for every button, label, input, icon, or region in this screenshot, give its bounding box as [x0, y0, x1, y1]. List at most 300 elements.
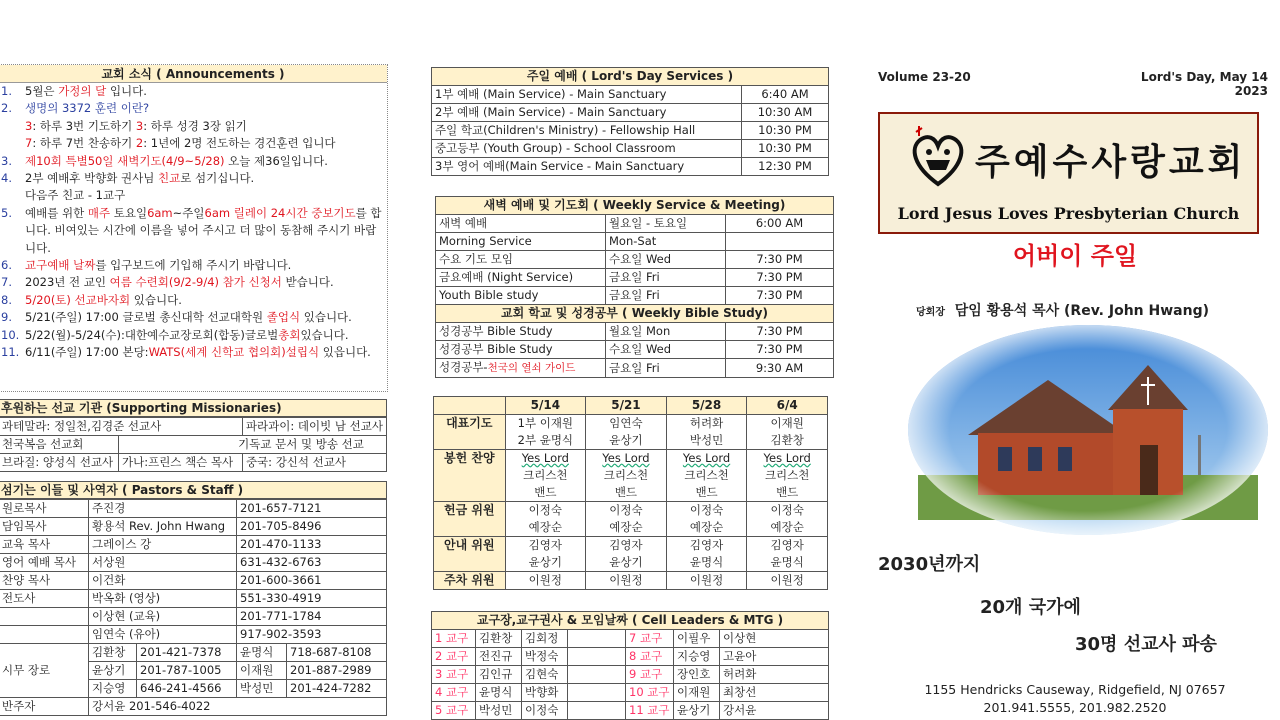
announcement-text: 5/20(토) 선교바자회: [25, 292, 131, 307]
duty-name: 밴드: [534, 485, 557, 499]
announcement-text: 로 섬기십니다.: [180, 171, 255, 186]
weekly-day: 금요일 Fri: [606, 269, 726, 287]
duty-name: Yes Lord: [763, 451, 811, 465]
staff-name: 이건화: [89, 572, 237, 590]
cell-leader: 윤명식: [476, 684, 522, 702]
staff-title: 섬기는 이들 및 사역자 ( Pastors & Staff ): [0, 481, 387, 499]
item-number: 6.: [1, 258, 12, 273]
announcement-text: 다음주 친교 - 1교구: [25, 188, 126, 203]
missionary-cell: 천국복음 선교회: [0, 436, 119, 454]
volume-label: Volume 23-20: [878, 70, 971, 84]
church-name-english: Lord Jesus Loves Presbyterian Church: [897, 204, 1240, 223]
announcement-text: : 하루 3번 기도하기: [32, 118, 136, 133]
duty-name: 임연숙: [609, 416, 643, 430]
duty-name: 이원정: [770, 573, 804, 587]
announcement-item: [0, 118, 387, 135]
announcement-text: 6/11(주일) 17:00 본당:: [25, 345, 149, 360]
cell-group: 8 교구: [626, 648, 674, 666]
staff-name: 그레이스 강: [89, 536, 237, 554]
staff-name: 임연숙 (유아): [89, 626, 237, 644]
cell-spacer: [568, 666, 626, 684]
duty-cell: [586, 537, 667, 572]
cell-leader: 지승영: [674, 648, 720, 666]
duty-date: 6/4: [747, 397, 828, 415]
church-name-korean: 주예수사랑교회: [975, 141, 1247, 183]
cell-spacer: [568, 648, 626, 666]
staff-phone: 201-771-1784: [237, 608, 387, 626]
duty-header-row: [434, 397, 828, 415]
cell-row: [432, 702, 829, 720]
staff-row: [0, 698, 387, 716]
duty-row: [434, 572, 828, 590]
elder-name: 이재원: [237, 662, 287, 680]
duty-name: 이재원: [770, 416, 804, 430]
duty-name: 윤명식: [689, 555, 724, 569]
study-row: [436, 323, 834, 341]
announcement-text: 7: [25, 136, 33, 151]
service-time: 6:40 AM: [742, 86, 829, 104]
duty-cell: [586, 450, 667, 502]
duty-date: 5/14: [505, 397, 586, 415]
service-name: 2부 예배 (Main Service) - Main Sanctuary: [432, 104, 742, 122]
cell-kwonsa: 허려화: [720, 666, 829, 684]
announcement-item: [0, 135, 387, 152]
cell-group: 2 교구: [432, 648, 476, 666]
duty-cell: [586, 502, 667, 537]
weekly-name: 새벽 예배: [436, 215, 606, 233]
announcement-text: 를 입구보드에 기입해 주시기 바랍니다.: [95, 258, 292, 273]
duty-name: 이정숙: [770, 503, 804, 517]
weekly-row: [436, 251, 834, 269]
duty-cell: [666, 572, 747, 590]
announcement-item: [0, 187, 387, 204]
announcement-text: 3: [25, 118, 33, 133]
duty-name: Yes Lord: [521, 451, 569, 465]
duty-name: 이원정: [609, 573, 643, 587]
duty-name: 김환창: [770, 433, 804, 447]
services-table: [431, 67, 829, 176]
cell-row: [432, 648, 829, 666]
cell-leader: 박성민: [476, 702, 522, 720]
announcement-text: 교구예배 날짜: [25, 258, 96, 273]
pastor-prefix: 당회장: [916, 307, 945, 318]
duty-cell: [505, 502, 586, 537]
staff-role: 시무 장로: [0, 644, 89, 698]
announcement-item: [0, 309, 387, 326]
duty-cell: [666, 415, 747, 450]
cell-kwonsa: 박향화: [522, 684, 568, 702]
cell-leader: 이재원: [674, 684, 720, 702]
staff-name: 이상현 (교육): [89, 608, 237, 626]
service-row: [432, 158, 829, 176]
study-title: 교회 학교 및 성경공부 ( Weekly Bible Study): [436, 305, 834, 323]
study-time: 7:30 PM: [726, 323, 834, 341]
staff-phone: 551-330-4919: [237, 590, 387, 608]
study-name: [436, 341, 606, 359]
duty-date: 5/28: [666, 397, 747, 415]
staff-row: [0, 500, 387, 518]
announcement-text: 5/22(월)-5/24(수):대한예수교장로회(합동)글로벌: [25, 327, 279, 342]
item-number: 3.: [1, 153, 12, 168]
study-day: 금요일 Fri: [606, 359, 726, 378]
announcement-text: 있습니다.: [130, 292, 182, 307]
cell-kwonsa: 최창선: [720, 684, 829, 702]
missionaries-panel: [0, 399, 387, 472]
cells-title: 교구장,교구권사 & 모임날짜 ( Cell Leaders & MTG ): [432, 612, 829, 630]
staff-row: [0, 554, 387, 572]
duty-name: Yes Lord: [602, 451, 650, 465]
announcement-text: 제10회 특별50일 새벽기도(4/9~5/28): [25, 153, 225, 168]
announcement-text: 입니다.: [106, 84, 147, 98]
cell-kwonsa: 김현숙: [522, 666, 568, 684]
staff-phone: 201-705-8496: [237, 518, 387, 536]
announcement-text: 여름 수련회(9/2-9/4) 참가 신청서: [109, 275, 282, 290]
announcement-text: 총회: [278, 327, 301, 342]
announcement-text: 오늘 제36일입니다.: [224, 153, 328, 168]
announcement-text: 6am 릴레이 24시간 중보기도: [204, 205, 356, 220]
elder-phone: 646-241-4566: [137, 680, 237, 698]
weekly-table: [435, 196, 834, 378]
item-number: 2.: [1, 101, 12, 116]
cell-leader: 장인호: [674, 666, 720, 684]
duty-cell: [666, 537, 747, 572]
item-number: 8.: [1, 292, 12, 307]
item-number: 7.: [1, 275, 12, 290]
weekly-name: 금요예배 (Night Service): [436, 269, 606, 287]
announcement-text: 5/21(주일) 17:00 글로벌 총신대학 선교대학원: [25, 310, 267, 325]
staff-name: 강서윤 201-546-4022: [89, 698, 387, 716]
study-label: 성경공부 Bible Study: [439, 324, 553, 338]
duty-name: Yes Lord: [682, 451, 731, 465]
missionary-cell: 브라질: 양성식 선교사: [0, 454, 119, 472]
duty-name: 크리스천: [684, 468, 729, 482]
elder-name: 김환창: [89, 644, 137, 662]
cell-group: 5 교구: [432, 702, 476, 720]
staff-phone: 201-657-7121: [237, 500, 387, 518]
elder-phone: 201-424-7282: [287, 680, 387, 698]
cell-kwonsa: 강서윤: [720, 702, 829, 720]
duty-name: 박성민: [689, 433, 724, 447]
church-logo-banner: [878, 112, 1259, 234]
staff-role: 원로목사: [0, 500, 89, 518]
weekly-name: Morning Service: [436, 233, 606, 251]
duty-cell: [747, 415, 828, 450]
study-name: [436, 323, 606, 341]
missionaries-title: 후원하는 선교 기관 (Supporting Missionaries): [0, 399, 387, 417]
cell-group: 11 교구: [626, 702, 674, 720]
announcement-text: 5월은: [25, 84, 59, 98]
weekly-name: Youth Bible study: [436, 287, 606, 305]
duty-name: 밴드: [695, 485, 718, 499]
announcement-text: 가정의 달: [58, 84, 107, 98]
cell-group: 1 교구: [432, 630, 476, 648]
cell-kwonsa: 박정숙: [522, 648, 568, 666]
duty-label: 헌금 위원: [434, 502, 506, 537]
cell-leader: 이필우: [674, 630, 720, 648]
duty-row: [434, 502, 828, 537]
staff-name: 박옥화 (영상): [89, 590, 237, 608]
duty-name: 예장순: [770, 520, 804, 534]
duty-cell: [747, 450, 828, 502]
announcement-text: WATS(세계 신학교 협의회)설립식: [148, 345, 320, 360]
duty-corner: [434, 397, 506, 415]
item-number: 9.: [1, 310, 12, 325]
weekly-panel: [435, 196, 834, 378]
announcement-text: ~주일: [172, 205, 205, 220]
cell-row: [432, 630, 829, 648]
duty-cell: [747, 502, 828, 537]
item-number: 10.: [1, 327, 20, 342]
duty-name: 윤상기: [528, 555, 562, 569]
staff-role: 영어 예배 목사: [0, 554, 89, 572]
date-label: Lord's Day, May 14 2023: [1140, 70, 1268, 98]
study-time: 7:30 PM: [726, 341, 834, 359]
duty-name: 김영자: [528, 538, 562, 552]
duty-name: 예장순: [528, 520, 562, 534]
duty-name: 밴드: [614, 485, 638, 499]
duty-name: 1부 이재원: [517, 416, 574, 430]
staff-role: 교육 목사: [0, 536, 89, 554]
announcement-text: 생명의 3372 훈련 이란?: [25, 101, 150, 116]
staff-name: 황용석 Rev. John Hwang: [89, 518, 237, 536]
announcement-text: 있습니다.: [300, 310, 352, 325]
service-row: [432, 122, 829, 140]
cell-leader: 김환창: [476, 630, 522, 648]
duty-name: 2부 윤명식: [517, 433, 574, 447]
service-row: [432, 86, 829, 104]
announcement-text: 친교: [158, 171, 181, 186]
cell-leader: 전진규: [476, 648, 522, 666]
announcement-item: [0, 83, 387, 100]
cell-group: 3 교구: [432, 666, 476, 684]
cell-group: 10 교구: [626, 684, 674, 702]
announcement-item: [0, 344, 387, 361]
service-row: [432, 104, 829, 122]
announcement-text: 예배를 위한: [25, 205, 88, 220]
church-address: 1155 Hendricks Causeway, Ridgefield, NJ 07657: [924, 682, 1226, 697]
duty-name: 김영자: [689, 538, 724, 552]
study-label: 성경공부 Bible Study: [439, 342, 553, 356]
duty-name: 이원정: [528, 573, 562, 587]
cell-group: 4 교구: [432, 684, 476, 702]
staff-name: 주진경: [89, 500, 237, 518]
announcement-text: 받습니다.: [281, 275, 334, 290]
staff-role: 담임목사: [0, 518, 89, 536]
staff-panel: [0, 481, 387, 716]
missionaries-table: [0, 417, 387, 472]
elder-phone: 718-687-8108: [287, 644, 387, 662]
weekly-row: [436, 269, 834, 287]
cell-row: [432, 666, 829, 684]
announcements-title: 교회 소식 ( Announcements ): [0, 65, 387, 83]
duty-label: 주차 위원: [434, 572, 506, 590]
duty-label: 대표기도: [434, 415, 506, 450]
duty-table: [433, 396, 828, 590]
cell-leader: 윤상기: [674, 702, 720, 720]
bulletin-cover: [870, 0, 1280, 720]
duty-name: 이정숙: [689, 503, 724, 517]
service-name: 3부 영어 예배(Main Service - Main Sanctuary: [432, 158, 742, 176]
cell-leader: 김인규: [476, 666, 522, 684]
cell-spacer: [568, 684, 626, 702]
weekly-day: Mon-Sat: [606, 233, 726, 251]
item-number: 1.: [1, 84, 12, 98]
study-row: [436, 359, 834, 378]
missionary-cell: 중국: 강신석 선교사: [242, 454, 386, 472]
pastor-line: [916, 300, 1209, 320]
study-row: [436, 341, 834, 359]
elder-name: 지승영: [89, 680, 137, 698]
study-guide: 천국의 열쇠 가이드: [487, 362, 576, 374]
heart-logo-icon: [908, 124, 968, 190]
elder-name: 박성민: [237, 680, 287, 698]
announcement-item: [0, 292, 387, 309]
announcement-item: [0, 205, 387, 257]
service-name: 주일 학교(Children's Ministry) - Fellowship Hall: [432, 122, 742, 140]
staff-row: [0, 608, 387, 626]
staff-role: [0, 608, 89, 626]
duty-cell: [666, 502, 747, 537]
missionary-cell: 과테말라: 정일천,김경준 선교사: [0, 418, 242, 436]
service-time: 10:30 PM: [742, 122, 829, 140]
announcement-item: [0, 100, 387, 117]
cell-kwonsa: 이상현: [720, 630, 829, 648]
staff-role: 찬양 목사: [0, 572, 89, 590]
service-time: 12:30 PM: [742, 158, 829, 176]
duty-cell: [505, 450, 586, 502]
service-name: 중고등부 (Youth Group) - School Classroom: [432, 140, 742, 158]
duty-name: 예장순: [689, 520, 724, 534]
staff-row: [0, 518, 387, 536]
pastor-name: 담임 황용석 목사 (Rev. John Hwang): [954, 303, 1209, 319]
duty-name: 크리스천: [603, 468, 649, 482]
duty-row: [434, 450, 828, 502]
announcement-text: 를 합니다. 비여있는 시간에 이름을 넣어 주시고 더 많이 동참해 주시기 바랍니다.: [25, 205, 382, 255]
missionary-cell: 기독교 문서 및 방송 선교: [119, 436, 387, 454]
announcement-item: [0, 170, 387, 187]
weekly-title: 새벽 예배 및 기도회 ( Weekly Service & Meeting): [436, 197, 834, 215]
study-name: [436, 359, 606, 378]
weekly-day: 금요일 Fri: [606, 287, 726, 305]
announcement-text: 토요일: [110, 205, 148, 220]
announcement-text: 2부 예배후 박향화 권사님: [25, 171, 159, 186]
study-day: 수요일 Wed: [606, 341, 726, 359]
duty-name: 밴드: [776, 485, 799, 499]
weekly-time: [726, 233, 834, 251]
staff-row: [0, 572, 387, 590]
services-title: 주일 예배 ( Lord's Day Services ): [432, 68, 829, 86]
duty-cell: [747, 572, 828, 590]
duty-name: 이정숙: [609, 503, 643, 517]
duty-name: 김영자: [770, 538, 804, 552]
duty-cell: [747, 537, 828, 572]
announcement-text: 있습니다.: [300, 327, 349, 342]
duty-cell: [505, 415, 586, 450]
weekly-time: 7:30 PM: [726, 269, 834, 287]
elder-phone: 201-421-7378: [137, 644, 237, 662]
announcement-item: [0, 257, 387, 274]
weekly-day: 수요일 Wed: [606, 251, 726, 269]
service-time: 10:30 AM: [742, 104, 829, 122]
staff-role: [0, 626, 89, 644]
announcements-panel: [0, 64, 388, 392]
announcement-text: : 1년에 2명 전도하는 경건훈련 입니다: [143, 136, 336, 151]
study-day: 월요일 Mon: [606, 323, 726, 341]
service-name: 1부 예배 (Main Service) - Main Sanctuary: [432, 86, 742, 104]
duty-cell: [666, 450, 747, 502]
duty-row: [434, 537, 828, 572]
sunday-theme: 어버이 주일: [1012, 242, 1138, 270]
cells-table: [431, 611, 829, 720]
elder-name: 윤상기: [89, 662, 137, 680]
staff-row: [0, 590, 387, 608]
duty-name: 윤상기: [609, 555, 643, 569]
weekly-time: 7:30 PM: [726, 251, 834, 269]
service-time: 10:30 PM: [742, 140, 829, 158]
weekly-time: 7:30 PM: [726, 287, 834, 305]
staff-row: [0, 626, 387, 644]
cell-row: [432, 684, 829, 702]
announcement-item: [0, 274, 387, 291]
item-number: 5.: [1, 205, 12, 220]
elder-name: 윤명식: [237, 644, 287, 662]
announcement-text: 졸업식: [266, 310, 301, 325]
staff-row: [0, 536, 387, 554]
elder-phone: 201-887-2989: [287, 662, 387, 680]
weekly-time: 6:00 AM: [726, 215, 834, 233]
duty-name: 크리스천: [764, 468, 810, 482]
missionary-cell: 가나:프린스 책슨 목사: [119, 454, 243, 472]
item-number: 11.: [1, 345, 20, 360]
announcement-text: 2023년 전 교인: [25, 275, 110, 290]
weekly-day: 월요일 - 토요일: [606, 215, 726, 233]
announcement-text: 3: [135, 118, 144, 133]
announcement-text: 매주: [87, 205, 111, 220]
staff-role: 반주자: [0, 698, 89, 716]
duty-cell: [586, 572, 667, 590]
duty-row: [434, 415, 828, 450]
cell-spacer: [568, 630, 626, 648]
staff-role: 전도사: [0, 590, 89, 608]
staff-name: 서상원: [89, 554, 237, 572]
cell-kwonsa: 이정숙: [522, 702, 568, 720]
services-panel: [431, 67, 829, 176]
announcement-text: : 하루 성경 3장 읽기: [143, 118, 247, 133]
study-label: 성경공부-: [439, 360, 488, 374]
weekly-name: 수요 기도 모임: [436, 251, 606, 269]
duty-date: 5/21: [586, 397, 667, 415]
cell-kwonsa: 고윤아: [720, 648, 829, 666]
item-number: 4.: [1, 171, 12, 186]
cell-group: 7 교구: [626, 630, 674, 648]
duty-name: 허려화: [689, 416, 724, 430]
vision-line-1: 2030년까지: [878, 554, 981, 575]
staff-phone: 631-432-6763: [237, 554, 387, 572]
duty-name: 이정숙: [528, 503, 562, 517]
announcement-item: [0, 153, 387, 170]
weekly-row: [436, 215, 834, 233]
announcement-text: 있읍니다.: [319, 345, 371, 360]
service-row: [432, 140, 829, 158]
cells-panel: [431, 611, 829, 720]
missionary-cell: 파라과이: 데이빗 남 선교사: [242, 418, 386, 436]
announcement-text: 2: [135, 136, 144, 151]
duty-name: 김영자: [609, 538, 643, 552]
church-phone: 201.941.5555, 201.982.2520: [983, 700, 1167, 715]
duty-name: 윤상기: [609, 433, 643, 447]
announcement-item: [0, 327, 387, 344]
duty-name: 이원정: [689, 573, 724, 587]
